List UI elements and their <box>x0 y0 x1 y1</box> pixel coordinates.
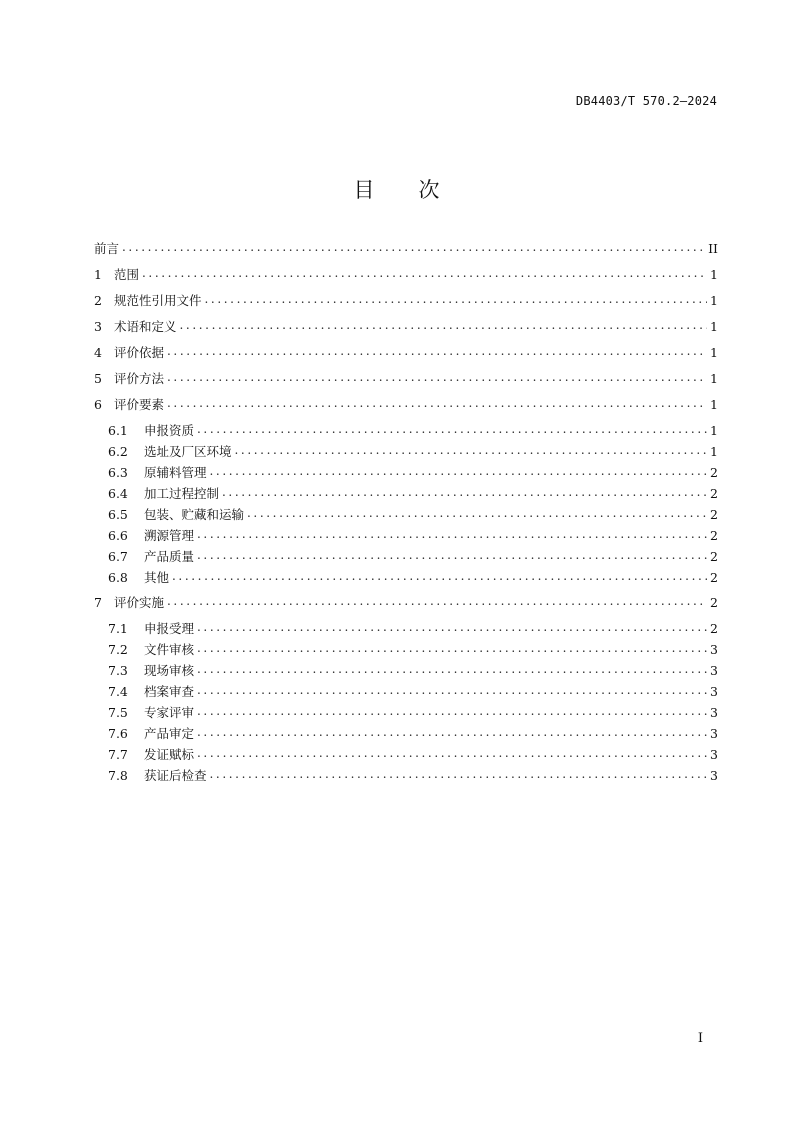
toc-entry-label: 申报受理 <box>144 621 195 636</box>
toc-entry[interactable] <box>108 465 718 481</box>
dot-leader <box>197 621 707 637</box>
toc-entry-page: 3 <box>710 747 718 762</box>
dot-leader <box>180 319 707 335</box>
dot-leader <box>210 465 707 481</box>
toc-entry[interactable] <box>94 345 718 361</box>
toc-entry[interactable] <box>108 684 718 700</box>
toc-entry-page: 3 <box>710 768 718 783</box>
toc-entry-page: 2 <box>710 528 718 543</box>
toc-entry[interactable] <box>108 621 718 637</box>
toc-entry[interactable] <box>108 570 718 586</box>
toc-entry[interactable] <box>108 486 718 502</box>
dot-leader <box>122 241 705 257</box>
dot-leader <box>167 371 707 387</box>
dot-leader <box>210 768 707 784</box>
dot-leader <box>167 345 707 361</box>
toc-entry-number: 7.3 <box>108 663 128 678</box>
toc-entry-number: 7.4 <box>108 684 128 699</box>
toc-entry[interactable] <box>94 293 718 309</box>
toc-entry-page: 1 <box>710 397 718 412</box>
toc-entry-number: 6.4 <box>108 486 128 501</box>
toc-entry[interactable] <box>94 267 718 283</box>
toc-entry-page: 1 <box>710 345 718 360</box>
dot-leader <box>197 684 707 700</box>
toc-entry[interactable] <box>108 423 718 439</box>
toc-entry-label: 评价方法 <box>114 371 165 386</box>
page-title: 目次 <box>353 178 484 202</box>
toc-entry-number: 7.6 <box>108 726 128 741</box>
dot-leader <box>205 293 707 309</box>
dot-leader <box>197 726 707 742</box>
dot-leader <box>197 423 707 439</box>
toc-entry-label: 原辅料管理 <box>144 465 207 480</box>
toc-entry-number: 1 <box>94 267 102 282</box>
toc-entry-label: 现场审核 <box>144 663 195 678</box>
toc-entry-number: 6.1 <box>108 423 128 438</box>
toc-entry-label: 发证赋标 <box>144 747 195 762</box>
toc-entry-number: 6 <box>94 397 102 412</box>
dot-leader <box>172 570 707 586</box>
toc-entry-page: 1 <box>710 444 718 459</box>
toc-entry-page: 2 <box>710 465 718 480</box>
toc-entry-page: 1 <box>710 371 718 386</box>
toc-entry-number: 7.8 <box>108 768 128 783</box>
dot-leader <box>142 267 707 283</box>
toc-entry-label: 前言 <box>94 241 120 256</box>
toc-entry-label: 评价实施 <box>114 595 165 610</box>
toc-entry-number: 7.2 <box>108 642 128 657</box>
toc-entry[interactable] <box>108 747 718 763</box>
toc-entry-number: 4 <box>94 345 102 360</box>
toc-entry-label: 产品质量 <box>144 549 195 564</box>
toc-entry-page: 3 <box>710 684 718 699</box>
toc-entry-page: 3 <box>710 705 718 720</box>
toc-entry-number: 6.5 <box>108 507 128 522</box>
toc-entry-number: 7.1 <box>108 621 128 636</box>
dot-leader <box>197 642 707 658</box>
toc-entry[interactable] <box>108 507 718 523</box>
toc-entry-number: 5 <box>94 371 102 386</box>
toc-entry-number: 6.3 <box>108 465 128 480</box>
toc-entry-label: 术语和定义 <box>114 319 177 334</box>
toc-entry[interactable] <box>108 663 718 679</box>
toc-entry[interactable] <box>94 595 718 611</box>
toc-entry-page: 1 <box>710 267 718 282</box>
toc-entry-page: 2 <box>710 507 718 522</box>
toc-entry-number: 7.7 <box>108 747 128 762</box>
toc-entry-number: 3 <box>94 319 102 334</box>
dot-leader <box>197 528 707 544</box>
toc-entry-page: 3 <box>710 726 718 741</box>
toc-entry-label: 申报资质 <box>144 423 195 438</box>
toc-entry-label: 范围 <box>114 267 140 282</box>
dot-leader <box>197 663 707 679</box>
document-code: DB4403/T 570.2—2024 <box>575 94 717 108</box>
toc-entry-label: 溯源管理 <box>144 528 195 543</box>
toc-entry-page: 1 <box>710 423 718 438</box>
toc-entry-label: 文件审核 <box>144 642 195 657</box>
toc-entry-page: 2 <box>710 486 718 501</box>
toc-entry-page: II <box>708 241 718 256</box>
dot-leader <box>197 747 707 763</box>
toc-entry[interactable] <box>108 642 718 658</box>
page-number: I <box>697 1031 703 1046</box>
toc-entry-page: 3 <box>710 642 718 657</box>
dot-leader <box>235 444 707 460</box>
toc-entry-number: 7.5 <box>108 705 128 720</box>
toc-entry-number: 6.7 <box>108 549 128 564</box>
toc-entry-label: 规范性引用文件 <box>114 293 202 308</box>
toc-entry-label: 评价要素 <box>114 397 165 412</box>
table-of-contents <box>94 0 718 1122</box>
toc-entry[interactable] <box>94 397 718 413</box>
toc-entry[interactable] <box>108 726 718 742</box>
toc-entry-label: 评价依据 <box>114 345 165 360</box>
toc-entry-label: 档案审查 <box>144 684 195 699</box>
toc-entry[interactable] <box>108 549 718 565</box>
toc-entry-page: 2 <box>710 549 718 564</box>
toc-entry-page: 2 <box>710 595 718 610</box>
toc-entry-label: 其他 <box>144 570 170 585</box>
toc-entry-page: 1 <box>710 319 718 334</box>
dot-leader <box>167 595 707 611</box>
toc-entry[interactable] <box>108 768 718 784</box>
dot-leader <box>197 549 707 565</box>
toc-entry-page: 1 <box>710 293 718 308</box>
toc-entry-number: 7 <box>94 595 102 610</box>
toc-entry-page: 2 <box>710 621 718 636</box>
toc-entry-page: 2 <box>710 570 718 585</box>
toc-entry-page: 3 <box>710 663 718 678</box>
toc-entry-number: 2 <box>94 293 102 308</box>
toc-entry-number: 6.2 <box>108 444 128 459</box>
toc-entry[interactable] <box>108 705 718 721</box>
toc-entry[interactable] <box>94 241 718 257</box>
toc-entry[interactable] <box>108 444 718 460</box>
toc-entry-label: 专家评审 <box>144 705 195 720</box>
toc-entry[interactable] <box>108 528 718 544</box>
dot-leader <box>247 507 707 523</box>
toc-entry[interactable] <box>94 371 718 387</box>
toc-entry-number: 6.8 <box>108 570 128 585</box>
toc-entry-number: 6.6 <box>108 528 128 543</box>
toc-entry-label: 加工过程控制 <box>144 486 220 501</box>
dot-leader <box>197 705 707 721</box>
toc-entry-label: 包装、贮藏和运输 <box>144 507 245 522</box>
dot-leader <box>167 397 707 413</box>
toc-entry-label: 获证后检查 <box>144 768 207 783</box>
toc-entry[interactable] <box>94 319 718 335</box>
toc-entry-label: 选址及厂区环境 <box>144 444 232 459</box>
toc-entry-label: 产品审定 <box>144 726 195 741</box>
dot-leader <box>222 486 707 502</box>
